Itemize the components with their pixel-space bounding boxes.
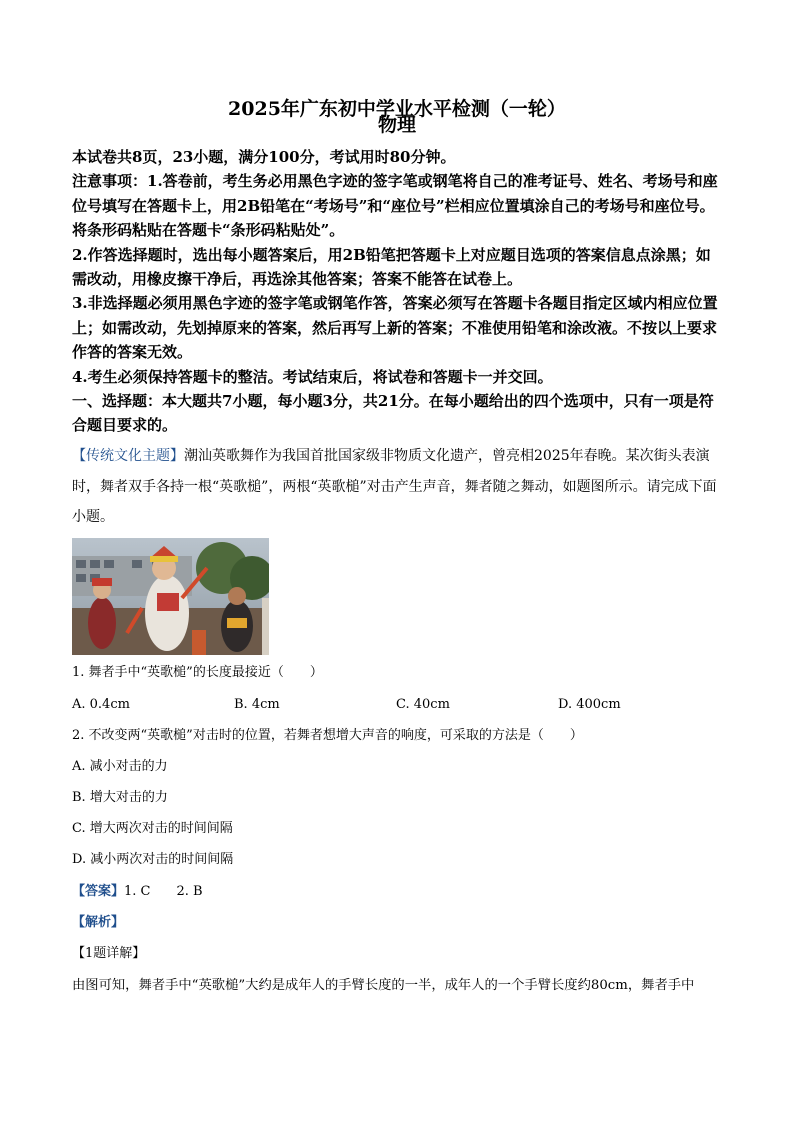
passage-text: 潮汕英歌舞作为我国首批国家级非物质文化遗产，曾亮相2025年春晚。某次街头表演时，舞者双手各持一根“英歌槌”，两根“英歌槌”对击产生声音，舞者随之舞动，如题图所示。请完成下面小题。: [72, 448, 717, 525]
exam-title: 2025年广东初中学业水平检测（一轮）: [228, 98, 566, 120]
notice-3: 3.非选择题必须用黑色字迹的签字笔或钢笔作答，答案必须写在答题卡各题目指定区域内相应位置上；如需改动，先划掉原来的答案，然后再写上新的答案；不准使用铅笔和涂改液。不按以上要求作答的答案无效。: [72, 294, 718, 362]
passage-tag: 【传统文化主题】: [72, 448, 184, 464]
exam-intro: 本试卷共8页，23小题，满分100分，考试用时80分钟。: [72, 148, 456, 166]
answer-label: 【答案】: [72, 884, 125, 899]
answer-line: [72, 883, 203, 901]
instructions-block: [72, 145, 722, 438]
question-2-stem: 2. 不改变两“英歌槌”对击时的位置，若舞者想增大声音的响度，可采取的方法是（ ）: [72, 728, 583, 743]
detail-label-line: [72, 945, 145, 963]
q2-option-c: C. 增大两次对击的时间间隔: [72, 821, 233, 836]
notice-1: 注意事项：1.答卷前，考生务必用黑色字迹的签字笔或钢笔将自己的准考证号、姓名、考场号和座位号填写在答题卡上，用2B铅笔在“考场号”和“座位号”栏相应位置填涂自己的考场号和座位号。将条形码粘贴在答题卡“条形码粘贴处”。: [72, 172, 718, 240]
passage: [72, 441, 722, 533]
q1-option-b: B. 4cm: [234, 697, 280, 712]
yingge-dance-image: [72, 538, 269, 655]
exam-subject: 物理: [377, 114, 416, 136]
q2-option-a: A. 减小对击的力: [72, 759, 168, 774]
q1-option-c: C. 40cm: [396, 697, 450, 712]
q1-option-d: D. 400cm: [558, 697, 621, 712]
q2-option-d: D. 减小两次对击的时间间隔: [72, 852, 234, 867]
notice-2: 2.作答选择题时，选出每小题答案后，用2B铅笔把答题卡上对应题目选项的答案信息点涂黑；如需改动，用橡皮擦干净后，再选涂其他答案；答案不能答在试卷上。: [72, 245, 711, 289]
section-heading: 一、选择题：本大题共7小题，每小题3分，共21分。在每小题给出的四个选项中，只有一项是符合题目要求的。: [72, 392, 714, 435]
analysis-label-line: [72, 914, 124, 932]
answer-value: 1. C 2. B: [124, 884, 203, 899]
detail-text: 由图可知，舞者手中“英歌槌”大约是成年人的手臂长度的一半，成年人的一个手臂长度约80cm，舞者手中: [72, 978, 695, 993]
detail-label: 【1题详解】: [72, 946, 146, 961]
notice-4: 4.考生必须保持答题卡的整洁。考试结束后，将试卷和答题卡一并交回。: [72, 367, 553, 386]
dance-photo: [72, 538, 269, 655]
q1-option-a: A. 0.4cm: [72, 697, 130, 712]
analysis-label: 【解析】: [72, 915, 125, 930]
question-1-stem: 1. 舞者手中“英歌槌”的长度最接近（ ）: [72, 665, 323, 680]
q2-option-b: B. 增大对击的力: [72, 790, 168, 805]
